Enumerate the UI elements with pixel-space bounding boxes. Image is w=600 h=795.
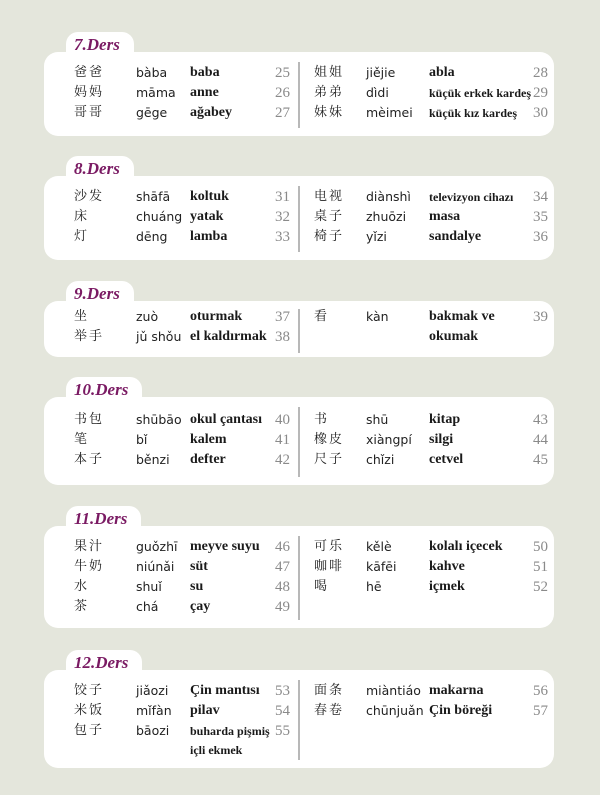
entry-number: 44	[533, 432, 548, 448]
entry-number: 30	[533, 105, 548, 121]
translation: silgi	[429, 432, 454, 447]
translation: cetvel	[429, 452, 464, 467]
chinese-word: 饺子	[74, 683, 105, 698]
chinese-word: 桌子	[314, 209, 345, 224]
lesson-12	[44, 650, 554, 768]
translation: küçük erkek kardeş	[429, 86, 532, 100]
lesson-title: 8.Ders	[74, 159, 120, 178]
translation: kalem	[190, 432, 227, 447]
pinyin: běnzi	[136, 452, 170, 467]
pinyin: zhuōzi	[366, 209, 407, 224]
chinese-word: 笔	[74, 432, 90, 447]
pinyin: kāfēi	[366, 559, 397, 574]
chinese-word: 牛奶	[74, 559, 105, 574]
pinyin: jiǎozi	[136, 683, 169, 698]
pinyin: shūbāo	[136, 412, 182, 427]
pinyin: gēge	[136, 105, 168, 120]
lesson-title-tab	[66, 32, 134, 58]
translation: ağabey	[190, 105, 232, 120]
lesson-10	[44, 377, 554, 485]
entry-number: 52	[533, 579, 548, 595]
translation: meyve suyu	[190, 539, 260, 554]
pinyin: hē	[366, 579, 382, 594]
pinyin: jǔ shǒu	[136, 329, 182, 344]
chinese-word: 茶	[74, 599, 90, 614]
chinese-word: 水	[74, 579, 90, 594]
pinyin: zuò	[136, 309, 159, 324]
lesson-title: 7.Ders	[74, 35, 120, 54]
entry-number: 47	[275, 559, 290, 575]
pinyin: miàntiáo	[366, 683, 421, 698]
translation: çay	[190, 599, 211, 614]
entry-number: 51	[533, 559, 548, 575]
translation: okumak	[429, 329, 479, 344]
pinyin: chá	[136, 599, 159, 614]
chinese-word: 妹妹	[314, 105, 345, 120]
entry-number: 29	[533, 85, 548, 101]
translation: el kaldırmak	[190, 329, 267, 344]
lesson-title-tab	[66, 377, 142, 403]
translation: içli ekmek	[190, 743, 243, 757]
entry-number: 41	[275, 432, 290, 448]
translation: süt	[190, 559, 208, 574]
pinyin: bàba	[136, 65, 168, 80]
chinese-word: 爸爸	[74, 65, 105, 80]
entry-number: 28	[533, 65, 548, 81]
translation: koltuk	[190, 189, 229, 204]
entry-number: 46	[275, 539, 290, 555]
translation: makarna	[429, 683, 484, 698]
translation: Çin mantısı	[190, 683, 260, 698]
pinyin: shuǐ	[136, 579, 162, 594]
entry-number: 53	[275, 683, 290, 699]
entry-number: 39	[533, 309, 548, 325]
pinyin: kělè	[366, 539, 392, 554]
pinyin: shū	[366, 412, 389, 427]
lesson-7	[44, 32, 554, 136]
column-divider	[298, 680, 300, 760]
entry-number: 55	[275, 723, 290, 739]
entry-number: 33	[275, 229, 290, 245]
column-divider	[298, 407, 300, 477]
lesson-title: 9.Ders	[74, 284, 120, 303]
lesson-title-tab	[66, 650, 142, 676]
lesson-title-tab	[66, 281, 134, 307]
chinese-word: 喝	[314, 579, 330, 594]
translation: bakmak ve	[429, 309, 495, 324]
pinyin: chuáng	[136, 209, 183, 224]
pinyin: xiàngpí	[366, 432, 412, 447]
entry-number: 27	[275, 105, 290, 121]
translation: masa	[429, 209, 461, 224]
entry-number: 43	[533, 412, 548, 428]
translation: kitap	[429, 412, 461, 427]
entry-number: 50	[533, 539, 548, 555]
lesson-title: 10.Ders	[74, 380, 129, 399]
translation: içmek	[429, 579, 465, 594]
translation: pilav	[190, 703, 220, 718]
translation: oturmak	[190, 309, 243, 324]
chinese-word: 果汁	[74, 539, 105, 554]
chinese-word: 米饭	[74, 703, 105, 718]
chinese-word: 姐姐	[314, 65, 345, 80]
pinyin: chūnjuǎn	[366, 703, 424, 718]
entry-number: 31	[275, 189, 290, 205]
pinyin: dìdi	[366, 85, 389, 100]
lesson-11	[44, 506, 554, 628]
chinese-word: 书包	[74, 412, 105, 427]
entry-number: 34	[533, 189, 548, 205]
translation: okul çantası	[190, 412, 262, 427]
entry-number: 37	[275, 309, 290, 325]
translation: küçük kız kardeş	[429, 106, 518, 120]
column-divider	[298, 309, 300, 353]
chinese-word: 妈妈	[74, 85, 105, 100]
translation: baba	[190, 65, 220, 80]
entry-number: 57	[533, 703, 548, 719]
pinyin: kàn	[366, 309, 389, 324]
pinyin: shāfā	[136, 189, 171, 204]
entry-number: 40	[275, 412, 290, 428]
entry-number: 48	[275, 579, 290, 595]
translation: anne	[190, 85, 219, 100]
pinyin: guǒzhī	[136, 539, 178, 554]
translation: abla	[429, 65, 455, 80]
entry-number: 36	[533, 229, 548, 245]
chinese-word: 春卷	[314, 703, 345, 718]
pinyin: jiějie	[366, 65, 396, 80]
entry-number: 25	[275, 65, 290, 81]
lesson-title-tab	[66, 506, 141, 532]
chinese-word: 看	[314, 309, 330, 324]
entry-number: 38	[275, 329, 290, 345]
entry-number: 32	[275, 209, 290, 225]
translation: su	[190, 579, 204, 594]
chinese-word: 床	[74, 209, 90, 224]
lesson-9	[44, 281, 554, 357]
translation: kolalı içecek	[429, 539, 503, 554]
entry-number: 26	[275, 85, 290, 101]
chinese-word: 弟弟	[314, 85, 345, 100]
pinyin: diànshì	[366, 189, 411, 204]
pinyin: māma	[136, 85, 176, 100]
lesson-title: 11.Ders	[74, 509, 128, 528]
entry-number: 35	[533, 209, 548, 225]
pinyin: bǐ	[136, 432, 148, 447]
translation: kahve	[429, 559, 465, 574]
entry-number: 42	[275, 452, 290, 468]
translation: Çin böreği	[429, 703, 493, 718]
translation: lamba	[190, 229, 228, 244]
translation: yatak	[190, 209, 224, 224]
chinese-word: 举手	[74, 329, 105, 344]
chinese-word: 椅子	[314, 229, 345, 244]
pinyin: yǐzi	[366, 229, 387, 244]
chinese-word: 咖啡	[314, 559, 345, 574]
chinese-word: 电视	[314, 189, 345, 204]
translation: defter	[190, 452, 226, 467]
chinese-word: 坐	[74, 309, 90, 324]
entry-number: 54	[275, 703, 290, 719]
pinyin: mǐfàn	[136, 703, 172, 718]
chinese-word: 面条	[314, 683, 345, 698]
chinese-word: 本子	[74, 452, 105, 467]
lesson-title-tab	[66, 156, 134, 182]
column-divider	[298, 186, 300, 252]
pinyin: bāozi	[136, 723, 170, 738]
column-divider	[298, 62, 300, 128]
entry-number: 45	[533, 452, 548, 468]
chinese-word: 橡皮	[314, 432, 345, 447]
translation: televizyon cihazı	[429, 190, 514, 204]
chinese-word: 书	[314, 412, 330, 427]
pinyin: mèimei	[366, 105, 413, 120]
chinese-word: 可乐	[314, 539, 345, 554]
chinese-word: 包子	[74, 723, 105, 738]
chinese-word: 哥哥	[74, 105, 105, 120]
column-divider	[298, 536, 300, 620]
pinyin: niúnǎi	[136, 559, 175, 574]
chinese-word: 尺子	[314, 452, 345, 467]
entry-number: 56	[533, 683, 548, 699]
lesson-title: 12.Ders	[74, 653, 129, 672]
translation: buharda pişmiş	[190, 724, 270, 738]
entry-number: 49	[275, 599, 290, 615]
chinese-word: 沙发	[74, 189, 105, 204]
pinyin: chǐzi	[366, 452, 395, 467]
chinese-word: 灯	[74, 229, 90, 244]
lesson-8	[44, 156, 554, 260]
pinyin: dēng	[136, 229, 168, 244]
translation: sandalye	[429, 229, 482, 244]
